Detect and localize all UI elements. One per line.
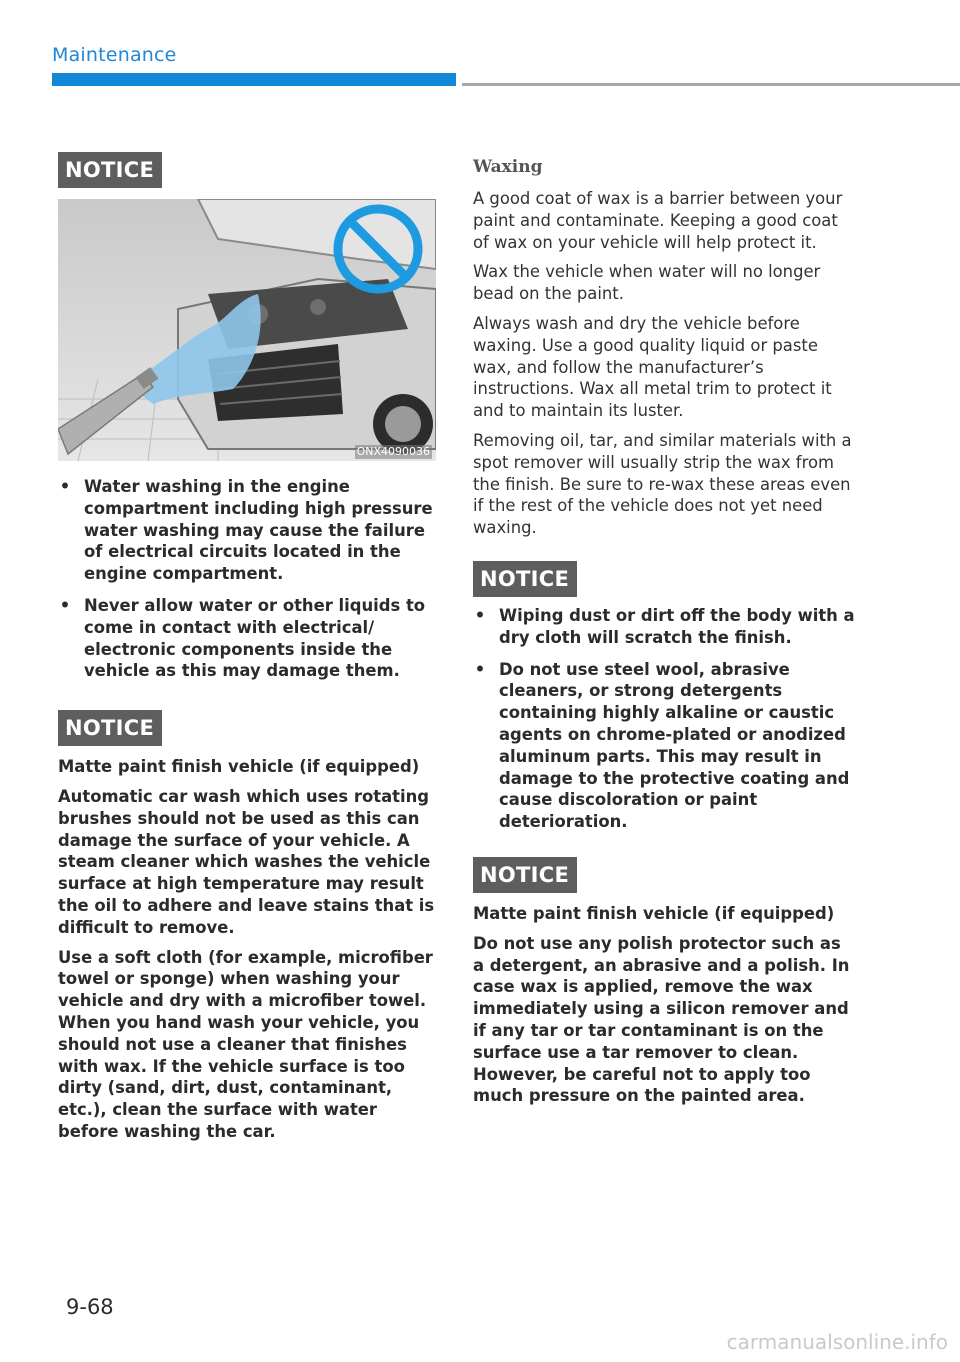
- bullet-icon: •: [474, 605, 486, 625]
- bullet-text: Never allow water or other liquids to come in contact with electrical/ electronic components inside the vehicle as this may damage them.: [84, 595, 426, 681]
- notice1-bullet-list: [58, 476, 438, 682]
- notice2-block: [58, 710, 438, 1143]
- notice-badge: NOTICE: [58, 710, 162, 746]
- notice2-paragraph: Automatic car wash which uses rotating brushes should not be used as this can damage the surface of your vehicle. A steam cleaner which washes the vehicle surface at high temperature may result the oil to adhere and leave stains that is difficult to remove.: [58, 786, 435, 937]
- section-title: Maintenance: [52, 44, 177, 66]
- notice-badge: NOTICE: [473, 561, 577, 597]
- engine-washing-illustration: [58, 199, 436, 461]
- bullet-text: Wiping dust or dirt off the body with a dry cloth will scratch the finish.: [499, 605, 855, 647]
- waxing-paragraph: Wax the vehicle when water will no longer bead on the paint.: [473, 262, 821, 304]
- bullet-icon: •: [474, 659, 486, 679]
- notice3-block: [473, 561, 857, 833]
- bullet-icon: •: [59, 595, 71, 615]
- waxing-paragraph: A good coat of wax is a barrier between your paint and contaminate. Keeping a good coat of wax on your vehicle will help protect it.: [473, 189, 843, 252]
- notice4-block: [473, 857, 857, 1107]
- watermark: carmanualsonline.info: [726, 1330, 948, 1354]
- header-rule-blue: [52, 73, 456, 86]
- notice-badge: NOTICE: [473, 857, 577, 893]
- bullet-icon: •: [59, 477, 71, 496]
- waxing-heading: Waxing: [473, 157, 543, 177]
- image-id: ONX4090036: [356, 445, 430, 458]
- right-column: [473, 156, 857, 1107]
- waxing-paragraph: Removing oil, tar, and similar materials with a spot remover will usually strip the wax from the finish. Be sure to re-wax these areas even if the rest of the vehicle does not yet need waxing.: [473, 430, 852, 538]
- notice2-paragraph: Use a soft cloth (for example, microfiber towel or sponge) when washing your vehicle and dry with a microfiber towel. When you hand wash your vehicle, you should not use a cleaner that finishes with wax. If the vehicle surface is too dirty (sand, dirt, dust, contaminant, etc.), clean the surface with water before washing the car.: [58, 947, 433, 1141]
- notice3-bullet-list: [473, 605, 857, 833]
- page-number: 9-68: [66, 1295, 114, 1319]
- notice4-heading: Matte paint finish vehicle (if equipped): [473, 903, 835, 923]
- engine-washing-prohibited-image: [58, 199, 436, 461]
- left-column: [58, 152, 438, 1143]
- waxing-paragraph: Always wash and dry the vehicle before waxing. Use a good quality liquid or paste wax, and follow the manufacturer’s instructions. Wax all metal trim to protect it and to maintain its luster.: [473, 313, 832, 421]
- list-item: [58, 595, 438, 682]
- notice2-heading: Matte paint finish vehicle (if equipped): [58, 757, 420, 777]
- bullet-text: Water washing in the engine compartment including high pressure water washing may cause the failure of electrical circuits located in the engine compartment.: [84, 477, 433, 584]
- bullet-text: Do not use steel wool, abrasive cleaners, or strong detergents containing highly alkaline or caustic agents on chrome-plated or anodized aluminum parts. This may result in damage to the protective coating and cause discoloration or paint deterioration.: [499, 659, 850, 832]
- notice-badge: NOTICE: [58, 152, 162, 188]
- header-rule-gray: [462, 83, 960, 86]
- notice4-paragraph: Do not use any polish protector such as a detergent, an abrasive and a polish. In case wax is applied, remove the wax immediately using a silicon remover and if any tar or tar contaminant is on the surface use a tar remover to clean. However, be careful not to apply too much pressure on the painted area.: [473, 933, 850, 1106]
- list-item: [58, 476, 438, 585]
- list-item: [473, 605, 857, 649]
- list-item: [473, 659, 857, 833]
